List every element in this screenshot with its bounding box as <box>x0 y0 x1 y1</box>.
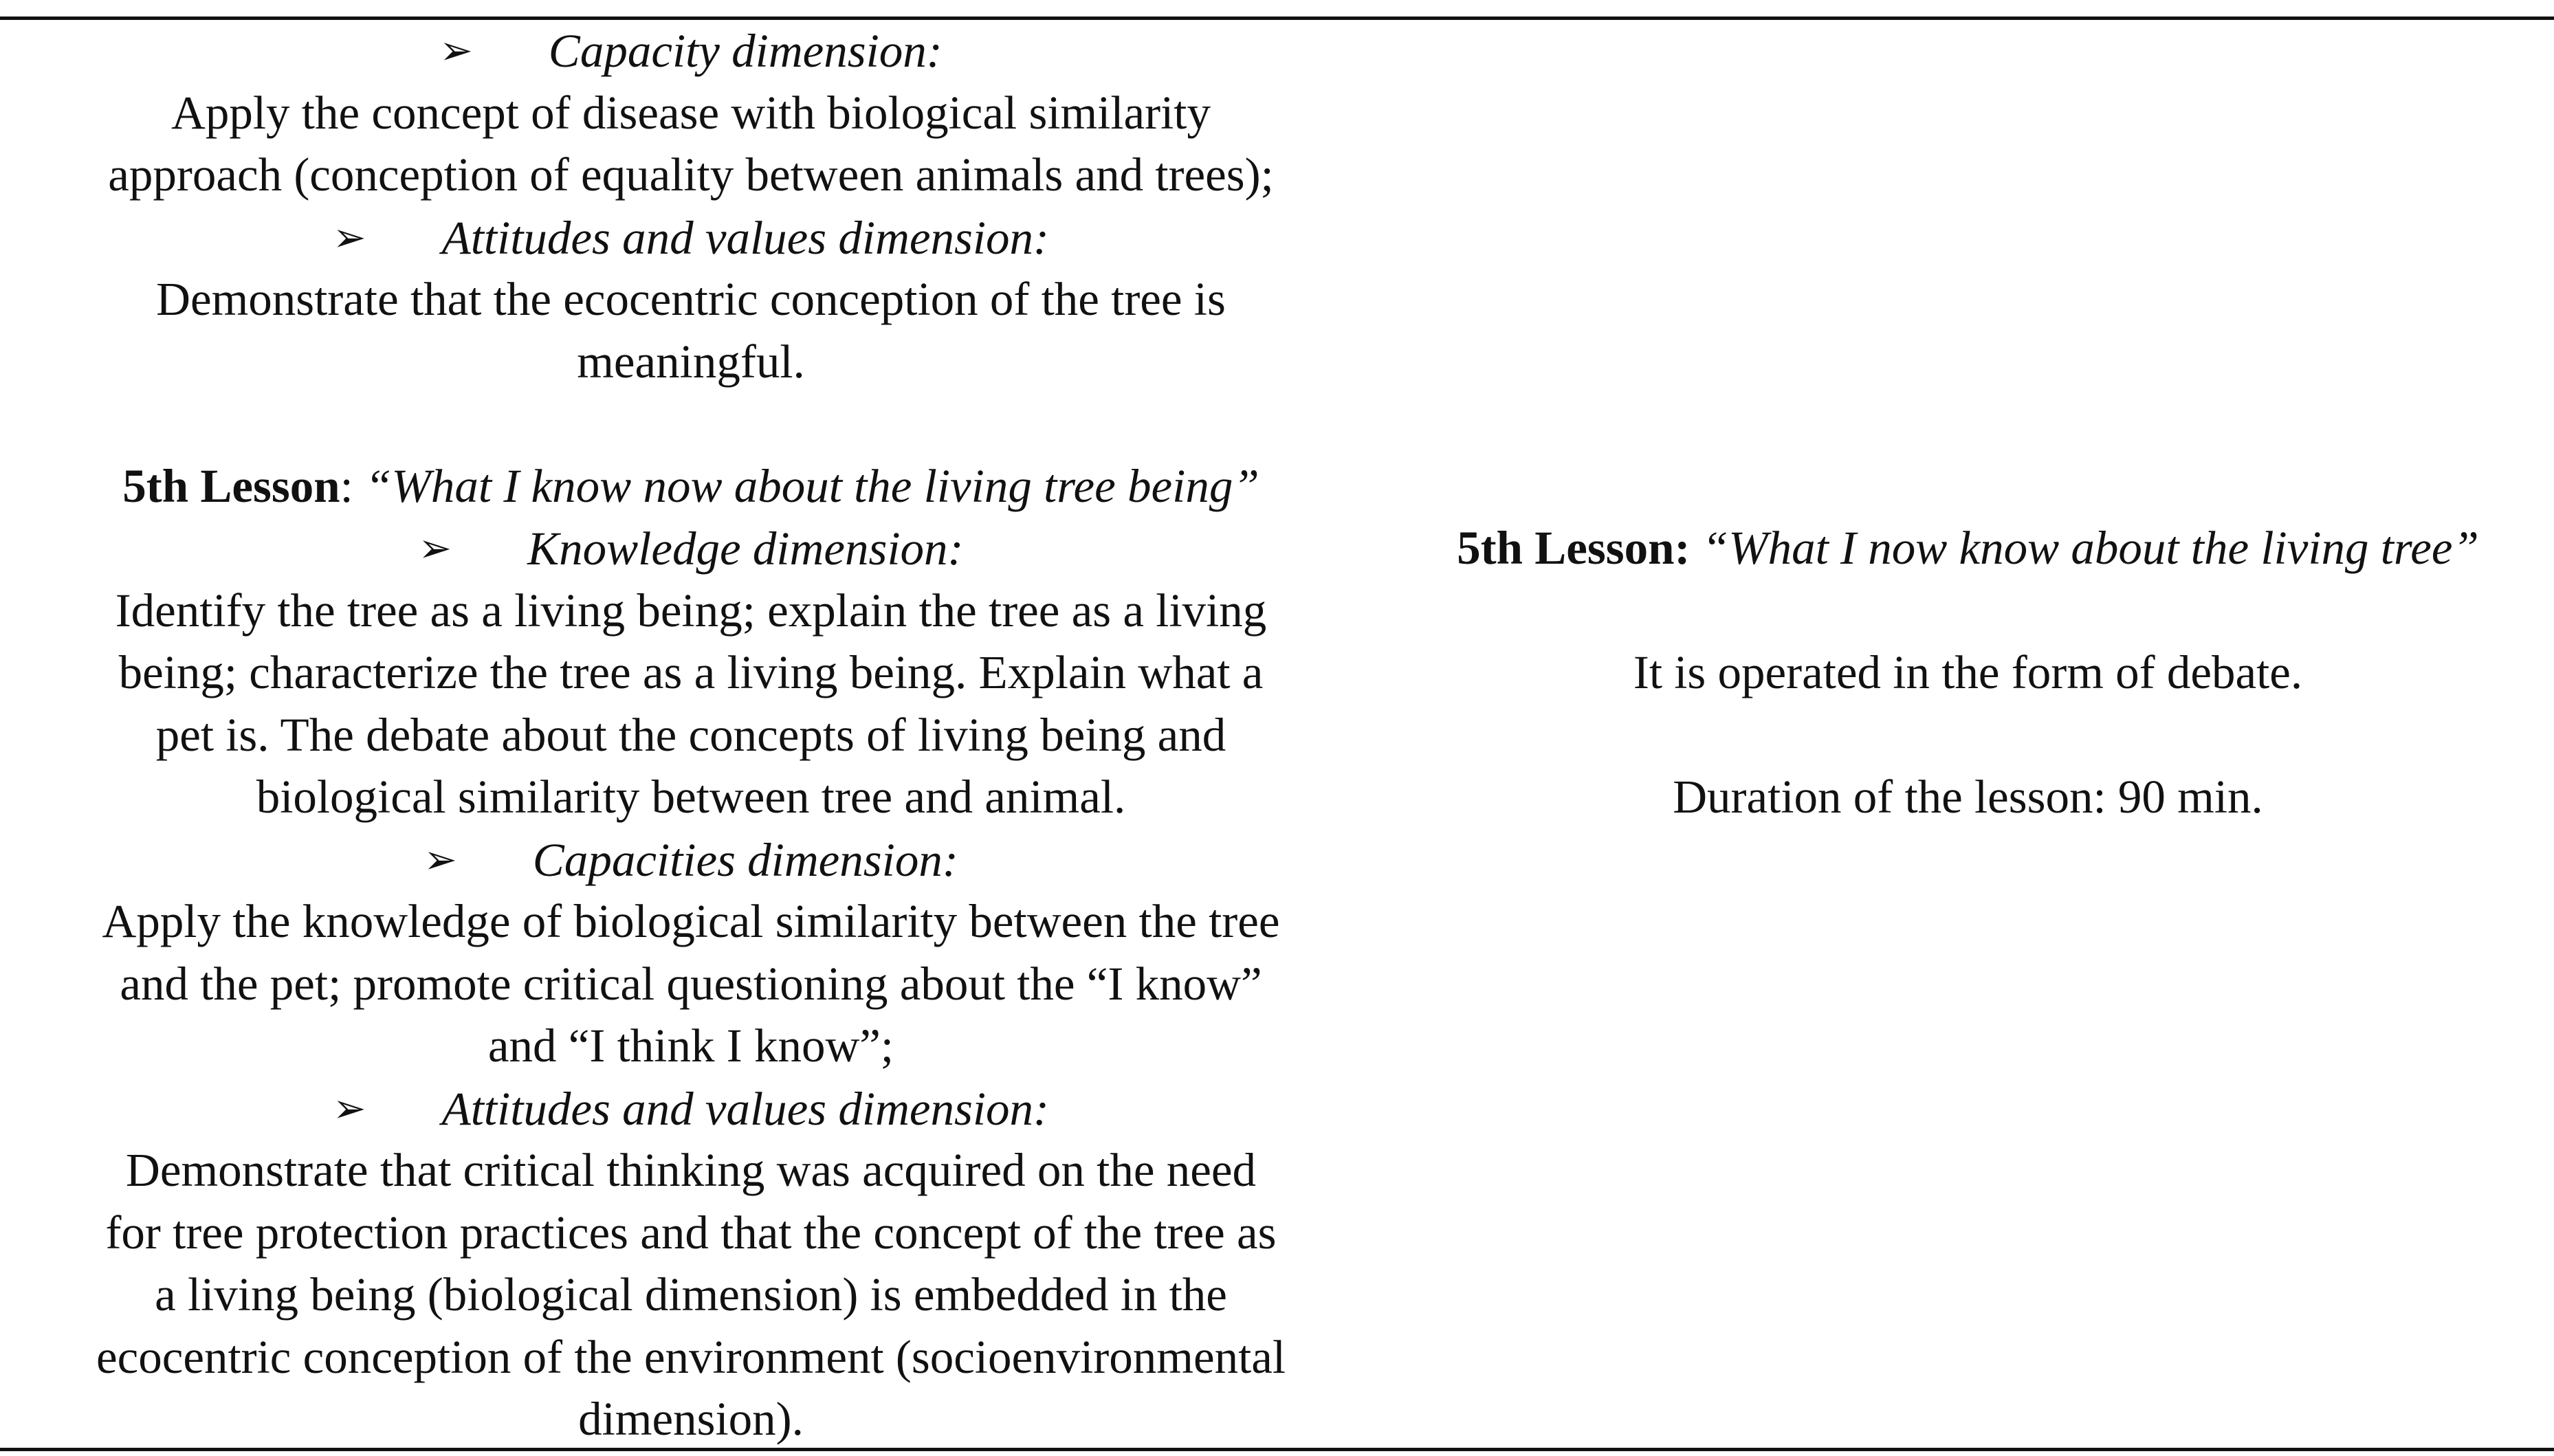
table-bottom-rule <box>0 1448 2554 1451</box>
arrowhead-bullet-icon: ➢ <box>418 525 452 571</box>
attitudes-text-line: meaningful. <box>577 335 805 388</box>
arrowhead-bullet-icon: ➢ <box>332 1084 366 1132</box>
capacity-text-line: approach (conception of equality between animals and trees); <box>108 148 1274 201</box>
objectives-column <box>21 19 1361 1451</box>
arrowhead-bullet-icon: ➢ <box>439 27 473 74</box>
capacities-text-line: and the pet; promote critical questioning about the “I know” <box>120 957 1262 1010</box>
knowledge-text-line: Identify the tree as a living being; explain the tree as a living <box>115 584 1267 637</box>
attitudes-dimension-heading: ➢ Attitudes and values dimension: <box>21 206 1361 269</box>
arrowhead-bullet-icon: ➢ <box>423 835 457 883</box>
lesson-name: “What I now know about the living tree” <box>1702 522 2479 574</box>
capacities-dimension-heading: ➢ Capacities dimension: <box>21 828 1361 891</box>
knowledge-dimension-heading: ➢ Knowledge dimension: <box>21 517 1361 580</box>
lesson-label: 5th Lesson: <box>1457 522 1691 574</box>
lesson-description-column <box>1402 517 2533 828</box>
attitudes-text-line: a living being (biological dimension) is embedded in the <box>155 1268 1227 1321</box>
attitudes-dimension-heading: ➢ Attitudes and values dimension: <box>21 1077 1361 1140</box>
attitudes-text-line: dimension). <box>578 1393 804 1445</box>
knowledge-text-line: biological similarity between tree and animal. <box>256 771 1126 823</box>
arrowhead-bullet-icon: ➢ <box>332 213 366 261</box>
lesson-title: 5th Lesson: “What I know now about the living tree being” <box>122 459 1259 512</box>
capacity-dimension-heading: ➢ Capacity dimension: <box>21 19 1361 82</box>
knowledge-text-line: being; characterize the tree as a living being. Explain what a <box>118 646 1264 698</box>
lesson-label: 5th Lesson <box>122 459 340 512</box>
lesson-title <box>1402 517 2533 580</box>
lesson-duration-text: Duration of the lesson: 90 min. <box>1673 771 2263 823</box>
capacities-text-line: Apply the knowledge of biological similarity between the tree <box>102 895 1280 947</box>
lesson-name: “What I know now about the living tree being” <box>365 459 1259 512</box>
knowledge-text-line: pet is. The debate about the concepts of living being and <box>155 708 1226 761</box>
lesson-form-text: It is operated in the form of debate. <box>1633 646 2303 698</box>
attitudes-text-line: for tree protection practices and that the concept of the tree as <box>105 1206 1277 1259</box>
capacities-text-line: and “I think I know”; <box>487 1019 894 1072</box>
attitudes-text-line: Demonstrate that the ecocentric conception of the tree is <box>156 273 1226 325</box>
attitudes-text-line: Demonstrate that critical thinking was acquired on the need <box>126 1144 1256 1196</box>
capacity-text-line: Apply the concept of disease with biological similarity <box>171 86 1211 139</box>
attitudes-text-line: ecocentric conception of the environment (socioenvironmental <box>96 1330 1286 1383</box>
